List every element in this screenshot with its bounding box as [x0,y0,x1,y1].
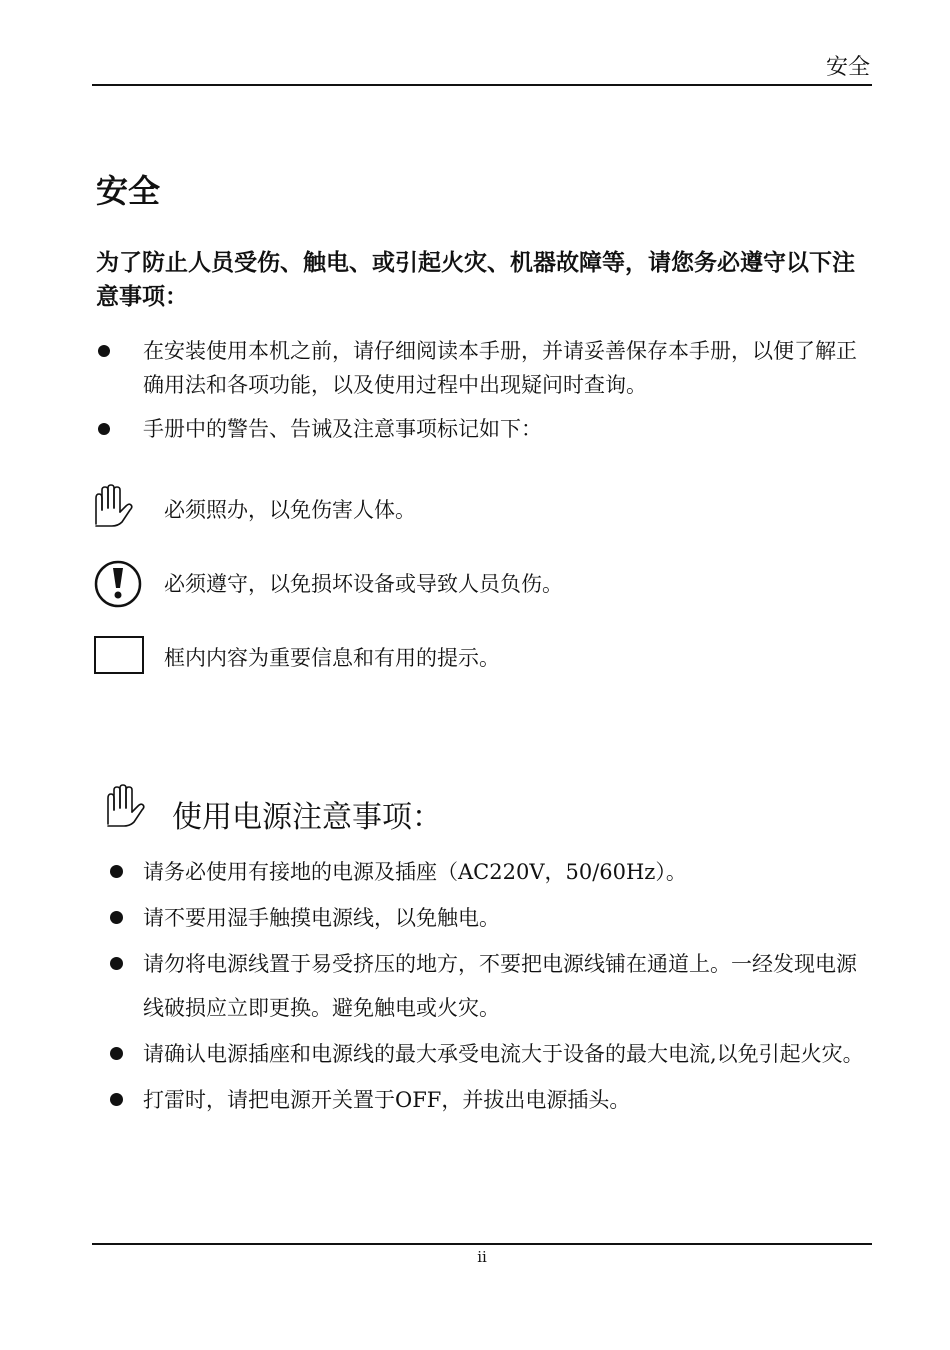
list-item [96,334,866,402]
footer-divider [92,1243,872,1245]
legend-text: 框内内容为重要信息和有用的提示。 [164,646,500,670]
legend-item-hand [92,484,872,540]
bullet-icon [110,865,123,878]
list-item-text: 请确认电源插座和电源线的最大承受电流大于设备的最大电流,以免引起火灾。 [143,1042,864,1066]
list-item [106,850,866,894]
list-item [106,896,866,940]
list-item-text: 打雷时，请把电源开关置于OFF，并拔出电源插头。 [143,1088,631,1112]
bullet-icon [98,345,110,357]
legend-text: 必须照办，以免伤害人体。 [164,498,416,522]
list-item [106,1032,866,1076]
list-item-text: 请不要用湿手触摸电源线，以免触电。 [143,906,500,930]
list-item-text: 请务必使用有接地的电源及插座（AC220V，50/60Hz）。 [143,860,687,884]
list-item-text: 手册中的警告、告诫及注意事项标记如下： [143,417,542,441]
list-item [96,412,866,446]
legend-item-box [92,632,872,688]
exclamation-icon [92,558,144,610]
legend-item-exclamation [92,558,872,614]
hand-icon [104,784,156,836]
section-title: 安全 [96,172,161,210]
power-precautions-list [106,850,866,1124]
legend-text: 必须遵守，以免损坏设备或导致人员负伤。 [164,572,563,596]
power-section-title: 使用电源注意事项： [172,800,442,835]
list-item-text: 在安装使用本机之前，请仔细阅读本手册，并请妥善保存本手册，以便了解正确用法和各项功能，以及使用过程中出现疑问时查询。 [143,339,857,397]
bullet-icon [110,911,123,924]
instruction-list [96,334,866,456]
list-item [106,942,866,1030]
list-item [106,1078,866,1122]
hand-icon [92,484,144,536]
list-item-text: 请勿将电源线置于易受挤压的地方，不要把电源线铺在通道上。一经发现电源线破损应立即更换。避免触电或火灾。 [143,952,857,1020]
bullet-icon [110,1047,123,1060]
bullet-icon [98,423,110,435]
bullet-icon [110,1093,123,1106]
intro-text: 为了防止人员受伤、触电、或引起火灾、机器故障等，请您务必遵守以下注意事项： [96,250,855,310]
header-divider [92,84,872,86]
bullet-icon [110,957,123,970]
page-number: ii [477,1248,487,1266]
running-header: 安全 [825,55,870,80]
box-icon [94,636,144,674]
